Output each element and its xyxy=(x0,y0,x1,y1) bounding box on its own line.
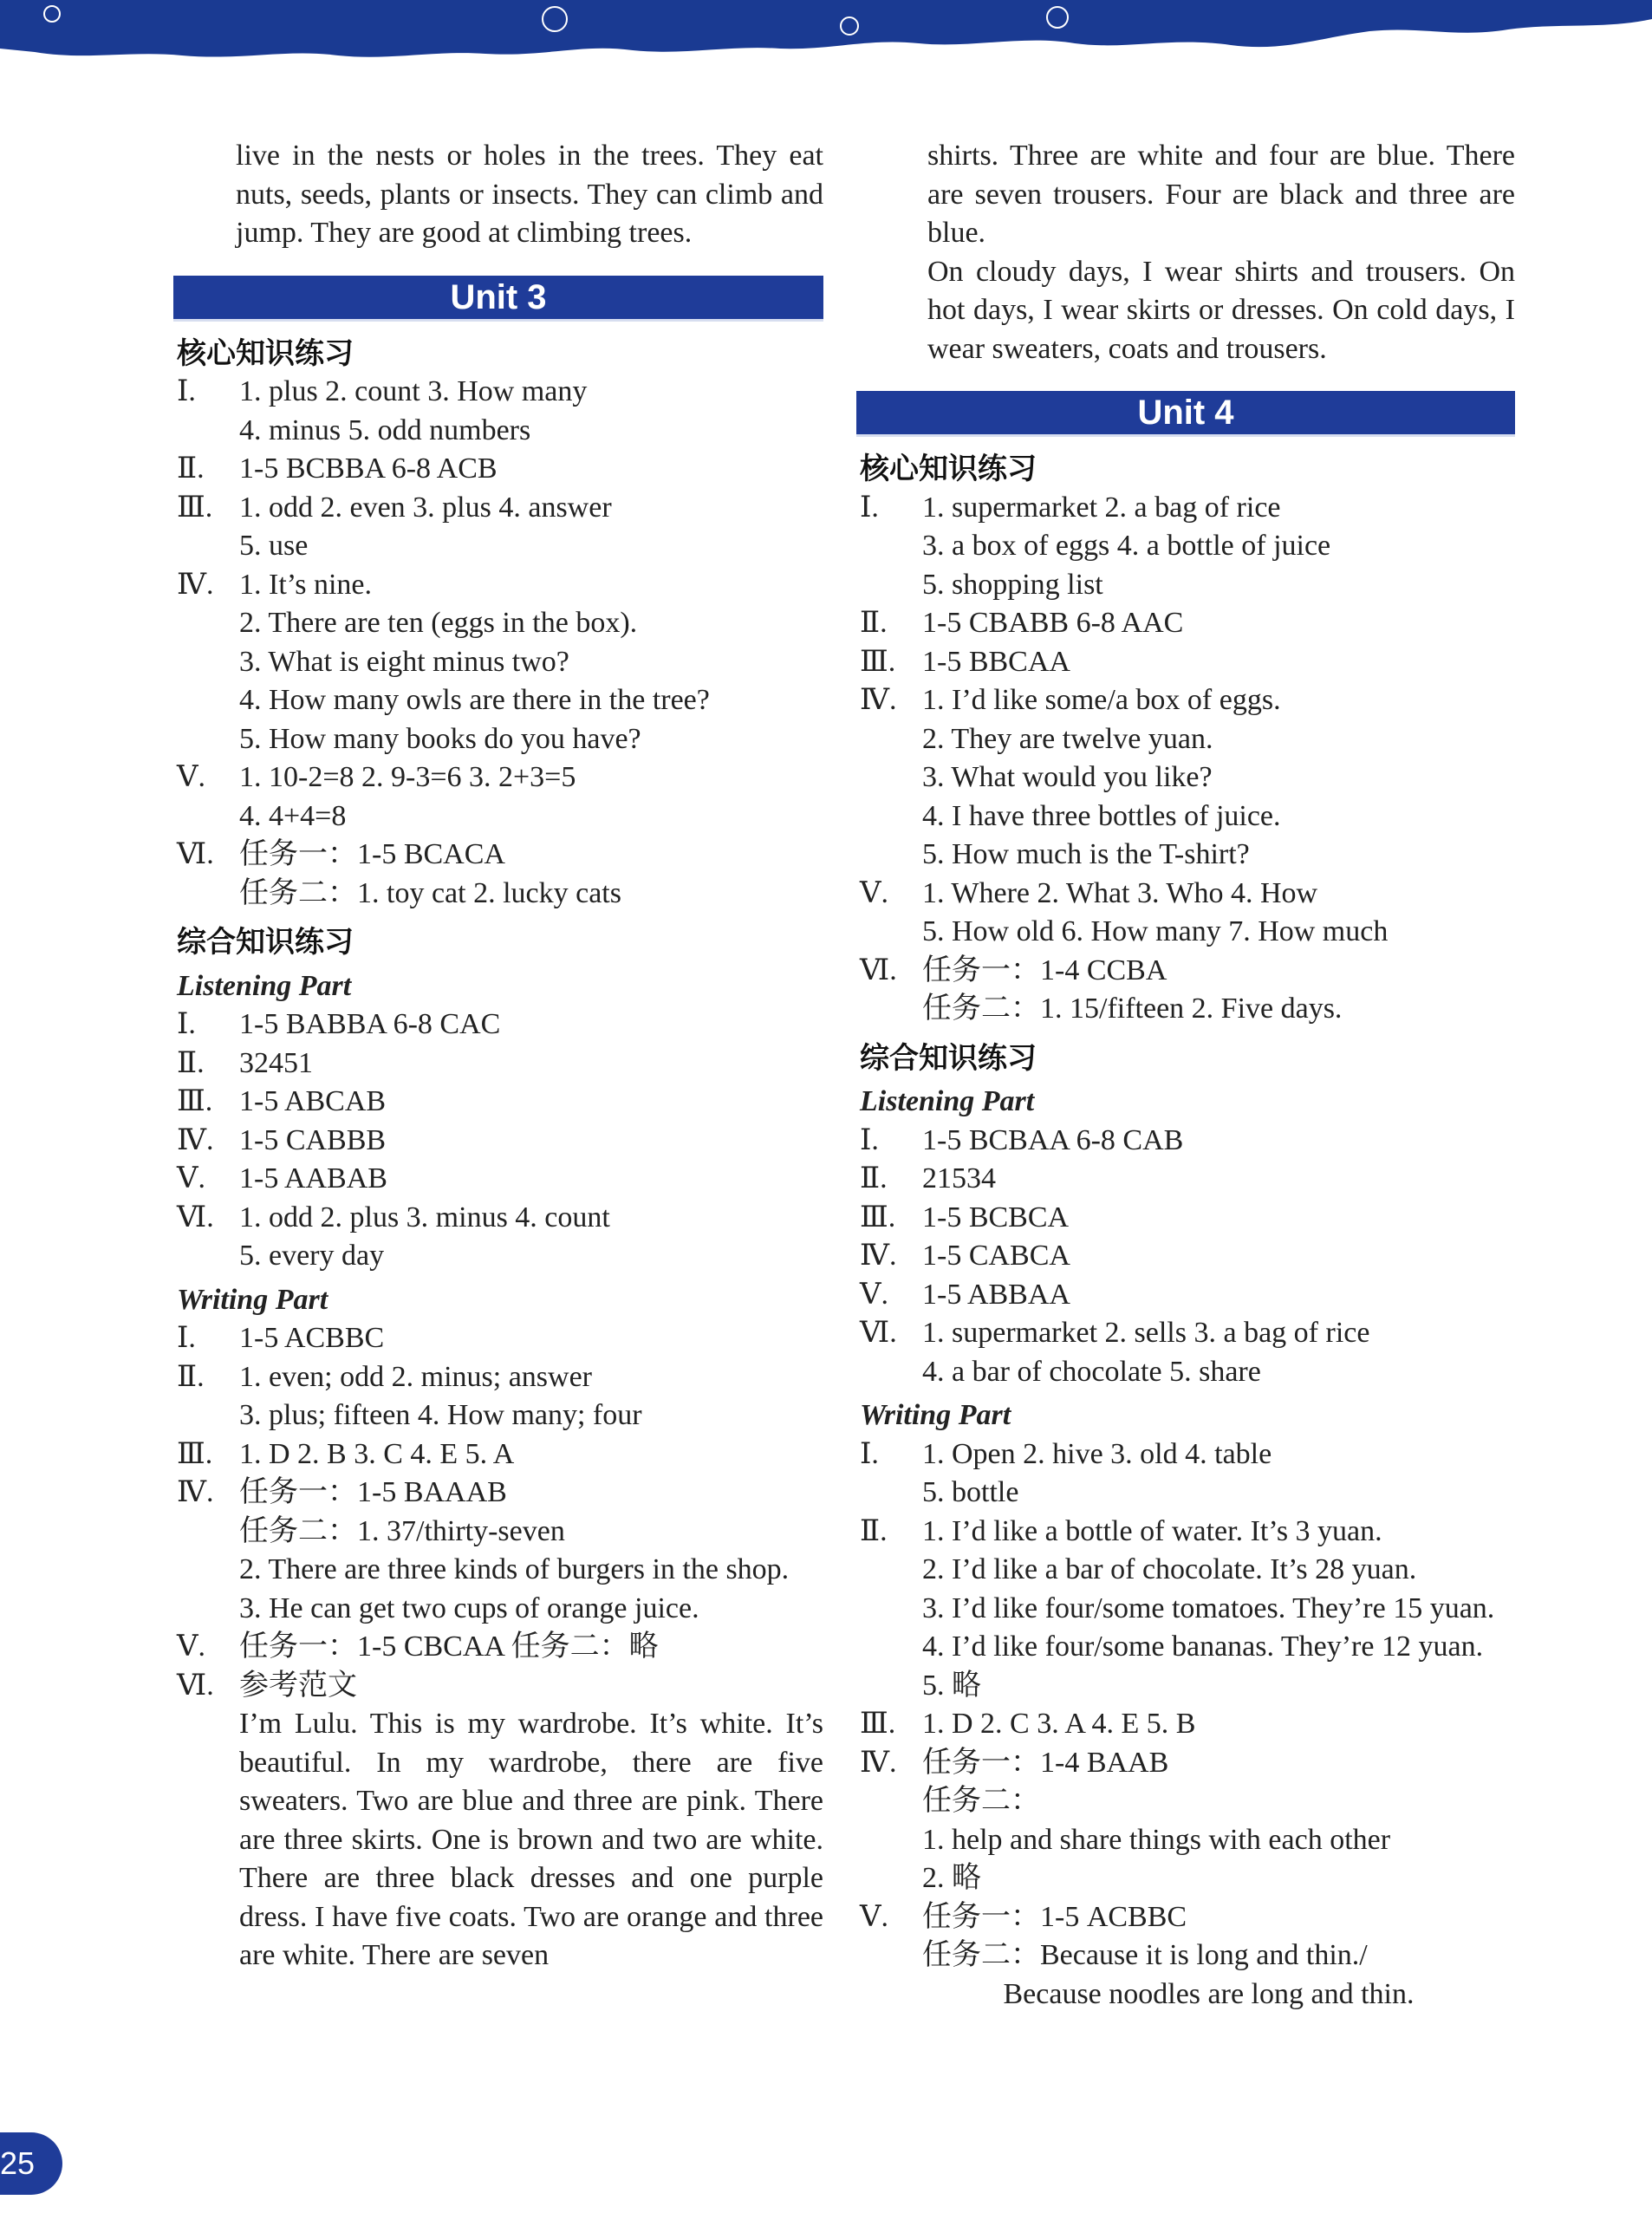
exercise-item: Ⅳ. 任务一：1-5 BAAAB 任务二：1. 37/thirty-seven 2. There are three kinds of burgers in the shop. 3. He can get two cups of orange juice. xyxy=(173,1474,823,1628)
exercise-item: Ⅳ. 1. It’s nine. 2. There are ten (eggs in the box). 3. What is eight minus two? 4. How many owls are there in the tree? 5. How many books do you have? xyxy=(177,568,710,755)
listening-part-title: Listening Part xyxy=(860,1085,1035,1117)
listening-part-title: Listening Part xyxy=(177,969,352,1002)
exercise-item: Ⅱ. 32451 xyxy=(177,1046,313,1079)
exercise-item: Ⅳ. 1-5 CABBB xyxy=(177,1123,387,1156)
exercise-item: Ⅰ. 1-5 BCBAA 6-8 CAB xyxy=(860,1123,1184,1156)
exercise-item: Ⅲ. 1-5 BCBCA xyxy=(860,1201,1070,1233)
exercise-item: Ⅲ. 1-5 BBCAA xyxy=(860,645,1070,678)
exercise-item: Ⅰ. 1. supermarket 2. a bag of rice 3. a box of eggs 4. a bottle of juice 5. shopping list xyxy=(860,491,1331,601)
exercise-item: Ⅲ. 1. odd 2. even 3. plus 4. answer 5. use xyxy=(177,491,612,562)
exercise-item: Ⅲ. 1. D 2. B 3. C 4. E 5. A xyxy=(177,1437,515,1470)
core-practice-title: 核心知识练习 xyxy=(860,452,1037,486)
exercise-item: Ⅵ. 任务一：1-4 CCBA 任务二：1. 15/fifteen 2. Five days. xyxy=(860,954,1343,1025)
essay-continued: shirts. Three are white and four are blue. There are seven trousers. Four are black and three are blue. xyxy=(927,140,1515,249)
exercise-item: Ⅰ. 1-5 ACBBC xyxy=(177,1322,385,1354)
exercise-item: Ⅴ. 1-5 AABAB xyxy=(177,1162,387,1194)
sample-essay: I’m Lulu. This is my wardrobe. It’s white. It’s beautiful. In my wardrobe, there are five sweaters. Two are blue and three are pink. There are three skirts. One is brown and two are white. There are three black dresses and one purple dress. I have five coats. Two are orange and three are white. There are seven xyxy=(239,1708,823,1971)
core-practice-list xyxy=(173,373,823,913)
exercise-item: Ⅰ. 1. Open 2. hive 3. old 4. table 5. bottle xyxy=(860,1437,1272,1508)
exercise-item: Ⅱ. 1-5 CBABB 6-8 AAC xyxy=(860,607,1184,639)
exercise-item: Ⅴ. 1. 10-2=8 2. 9-3=6 3. 2+3=5 4. 4+4=8 xyxy=(177,761,576,832)
listening-list xyxy=(856,1122,1515,1392)
left-column xyxy=(173,137,823,1975)
comprehensive-practice-title: 综合知识练习 xyxy=(177,925,354,960)
exercise-item: Ⅲ. 1. D 2. C 3. A 4. E 5. B xyxy=(860,1708,1196,1740)
unit-3-banner: Unit 3 xyxy=(173,276,823,319)
exercise-item: Ⅵ. 参考范文 I’m Lulu. This is my wardrobe. It’s white. It’s beautiful. In my wardrobe, there are five sweaters. Two are blue and three are pink. There are three skirts. One is brown and two are white. There are three black dresses and one purple dress. I have five coats. Two are orange and three are white. There are seven xyxy=(173,1667,823,1975)
exercise-item: Ⅱ. 1. I’d like a bottle of water. It’s 3 yuan. 2. I’d like a bar of chocolate. It’s 28 yuan. 3. I’d like four/some tomatoes. They’re 15 yuan. 4. I’d like four/some bananas. They’re 12 yuan. 5. 略 xyxy=(860,1514,1495,1702)
exercise-item: Ⅵ. 1. supermarket 2. sells 3. a bag of rice 4. a bar of chocolate 5. share xyxy=(860,1317,1370,1388)
listening-list xyxy=(173,1006,823,1276)
exercise-item: Ⅰ. 1. plus 2. count 3. How many 4. minus 5. odd numbers xyxy=(177,375,588,446)
writing-4-answer-3: 3. He can get two cups of orange juice. xyxy=(239,1591,699,1624)
exercise-item: Ⅲ. 1-5 ABCAB xyxy=(177,1085,387,1117)
exercise-item: Ⅱ. 1-5 BCBBA 6-8 ACB xyxy=(177,452,498,485)
writing-part-title: Writing Part xyxy=(860,1399,1011,1431)
exercise-item: Ⅰ. 1-5 BABBA 6-8 CAC xyxy=(177,1008,501,1040)
intro-paragraph: live in the nests or holes in the trees. They eat nuts, seeds, plants or insects. They can climb and jump. They are good at climbing trees. xyxy=(236,140,823,249)
exercise-item: Ⅳ. 1. I’d like some/a box of eggs. 2. They are twelve yuan. 3. What would you like? 4. I have three bottles of juice. 5. How much is the T-shirt? xyxy=(860,684,1281,870)
essay-continued-2: On cloudy days, I wear shirts and trousers. On hot days, I wear skirts or dresses. On cold days, I wear sweaters, coats and trousers. xyxy=(927,255,1515,365)
comprehensive-practice-title: 综合知识练习 xyxy=(860,1040,1037,1076)
exercise-item: Ⅴ. 1. Where 2. What 3. Who 4. How 5. How old 6. How many 7. How much xyxy=(860,876,1389,947)
core-practice-list xyxy=(856,489,1515,1029)
exercise-item: Ⅳ. 1-5 CABCA xyxy=(860,1240,1070,1272)
writing-4-answer-2: 2. There are three kinds of burgers in the shop. xyxy=(239,1553,790,1585)
exercise-item: Ⅵ. 任务一：1-5 BCACA 任务二：1. toy cat 2. lucky cats xyxy=(177,838,621,909)
exercise-item: Ⅳ. 任务一：1-4 BAAB 任务二： 1. help and share things with each other 2. 略 xyxy=(860,1746,1391,1894)
exercise-item: Ⅴ. 任务一：1-5 ACBBC 任务二：Because it is long and thin./ Because noodles are long and thin. xyxy=(860,1900,1415,2010)
exercise-item: Ⅴ. 1-5 ABBAA xyxy=(860,1278,1070,1311)
right-column xyxy=(856,137,1515,2014)
writing-list xyxy=(173,1319,823,1975)
core-practice-title: 核心知识练习 xyxy=(177,335,354,371)
exercise-item: Ⅱ. 21534 xyxy=(860,1162,996,1194)
unit-4-banner: Unit 4 xyxy=(856,391,1515,434)
writing-list xyxy=(856,1435,1515,2014)
decorative-wave-header xyxy=(0,0,1652,78)
exercise-item: Ⅵ. 1. odd 2. plus 3. minus 4. count 5. every day xyxy=(177,1201,610,1272)
page-number: 25 xyxy=(0,2132,62,2195)
exercise-item: Ⅱ. 1. even; odd 2. minus; answer 3. plus; fifteen 4. How many; four xyxy=(177,1360,642,1431)
writing-part-title: Writing Part xyxy=(177,1283,328,1316)
exercise-item: Ⅴ. 任务一：1-5 CBCAA 任务二：略 xyxy=(177,1630,659,1663)
